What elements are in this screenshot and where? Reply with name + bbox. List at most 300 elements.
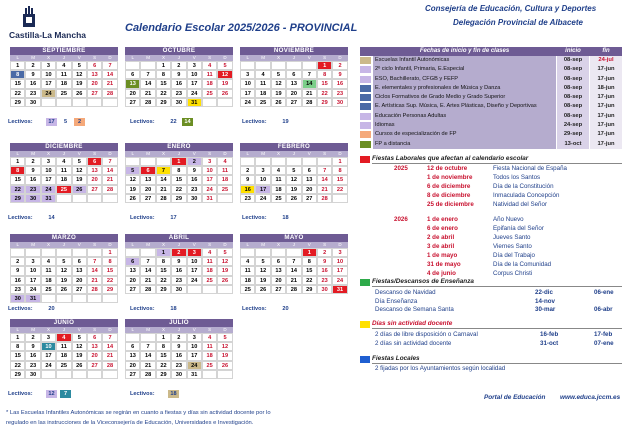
day-cell[interactable]: 8 bbox=[156, 257, 171, 266]
day-cell[interactable]: 19 bbox=[217, 79, 232, 88]
day-cell[interactable]: 15 bbox=[10, 351, 25, 360]
day-cell[interactable]: 21 bbox=[102, 175, 117, 184]
day-cell[interactable]: 26 bbox=[72, 89, 87, 98]
day-cell[interactable]: 23 bbox=[187, 185, 202, 194]
day-cell[interactable]: 15 bbox=[10, 175, 25, 184]
day-cell[interactable]: 14 bbox=[302, 79, 317, 88]
day-cell[interactable]: 3 bbox=[332, 248, 347, 257]
day-cell[interactable]: 10 bbox=[187, 257, 202, 266]
day-cell[interactable]: 1 bbox=[10, 333, 25, 342]
day-cell[interactable]: 22 bbox=[302, 276, 317, 285]
day-cell[interactable]: 30 bbox=[171, 285, 186, 294]
day-cell[interactable]: 14 bbox=[102, 70, 117, 79]
day-cell[interactable]: 20 bbox=[140, 185, 155, 194]
day-cell[interactable]: 4 bbox=[202, 61, 217, 70]
day-cell[interactable]: 15 bbox=[171, 175, 186, 184]
day-cell[interactable]: 15 bbox=[317, 79, 332, 88]
day-cell[interactable]: 9 bbox=[171, 257, 186, 266]
day-cell[interactable]: 24 bbox=[41, 185, 56, 194]
day-cell[interactable]: 5 bbox=[271, 70, 286, 79]
day-cell[interactable]: 19 bbox=[72, 175, 87, 184]
day-cell[interactable]: 8 bbox=[317, 70, 332, 79]
day-cell[interactable]: 27 bbox=[125, 285, 140, 294]
day-cell[interactable]: 10 bbox=[187, 342, 202, 351]
day-cell[interactable]: 20 bbox=[72, 276, 87, 285]
day-cell[interactable]: 10 bbox=[25, 266, 40, 275]
day-cell[interactable]: 9 bbox=[10, 266, 25, 275]
day-cell[interactable]: 14 bbox=[102, 166, 117, 175]
day-cell[interactable]: 17 bbox=[187, 266, 202, 275]
day-cell[interactable]: 25 bbox=[202, 361, 217, 370]
day-cell[interactable]: 6 bbox=[125, 70, 140, 79]
day-cell[interactable]: 24 bbox=[41, 361, 56, 370]
day-cell[interactable]: 16 bbox=[171, 79, 186, 88]
day-cell[interactable]: 26 bbox=[72, 185, 87, 194]
day-cell[interactable]: 1 bbox=[156, 248, 171, 257]
day-cell[interactable]: 4 bbox=[41, 257, 56, 266]
day-cell[interactable]: 1 bbox=[156, 333, 171, 342]
day-cell[interactable]: 11 bbox=[41, 266, 56, 275]
day-cell[interactable]: 5 bbox=[255, 257, 270, 266]
day-cell[interactable]: 8 bbox=[10, 342, 25, 351]
day-cell[interactable]: 24 bbox=[41, 89, 56, 98]
day-cell[interactable]: 22 bbox=[171, 185, 186, 194]
day-cell[interactable]: 3 bbox=[187, 61, 202, 70]
day-cell[interactable]: 15 bbox=[302, 266, 317, 275]
day-cell[interactable]: 9 bbox=[240, 175, 255, 184]
day-cell[interactable]: 11 bbox=[217, 166, 232, 175]
day-cell[interactable]: 21 bbox=[140, 89, 155, 98]
day-cell[interactable]: 12 bbox=[217, 257, 232, 266]
day-cell[interactable]: 27 bbox=[87, 185, 102, 194]
day-cell[interactable]: 27 bbox=[125, 370, 140, 379]
day-cell[interactable]: 31 bbox=[187, 370, 202, 379]
day-cell[interactable]: 14 bbox=[140, 266, 155, 275]
day-cell[interactable]: 8 bbox=[332, 166, 347, 175]
day-cell[interactable]: 21 bbox=[140, 361, 155, 370]
day-cell[interactable]: 24 bbox=[240, 98, 255, 107]
day-cell[interactable]: 19 bbox=[56, 276, 71, 285]
day-cell[interactable]: 27 bbox=[286, 98, 301, 107]
day-cell[interactable]: 17 bbox=[332, 266, 347, 275]
day-cell[interactable]: 11 bbox=[202, 342, 217, 351]
day-cell[interactable]: 12 bbox=[72, 70, 87, 79]
portal-url[interactable]: www.educa.jccm.es bbox=[560, 394, 621, 401]
day-cell[interactable]: 2 bbox=[171, 333, 186, 342]
day-cell[interactable]: 14 bbox=[87, 266, 102, 275]
day-cell[interactable]: 1 bbox=[10, 157, 25, 166]
day-cell[interactable]: 12 bbox=[217, 70, 232, 79]
day-cell[interactable]: 3 bbox=[187, 248, 202, 257]
day-cell[interactable]: 8 bbox=[156, 70, 171, 79]
day-cell[interactable]: 1 bbox=[332, 157, 347, 166]
day-cell[interactable]: 30 bbox=[25, 194, 40, 203]
day-cell[interactable]: 7 bbox=[317, 166, 332, 175]
day-cell[interactable]: 31 bbox=[41, 194, 56, 203]
day-cell[interactable]: 11 bbox=[56, 166, 71, 175]
day-cell[interactable]: 24 bbox=[202, 185, 217, 194]
day-cell[interactable]: 30 bbox=[25, 370, 40, 379]
day-cell[interactable]: 22 bbox=[332, 185, 347, 194]
day-cell[interactable]: 25 bbox=[56, 361, 71, 370]
day-cell[interactable]: 18 bbox=[240, 276, 255, 285]
day-cell[interactable]: 20 bbox=[125, 276, 140, 285]
day-cell[interactable]: 25 bbox=[56, 185, 71, 194]
day-cell[interactable]: 21 bbox=[102, 351, 117, 360]
day-cell[interactable]: 7 bbox=[140, 257, 155, 266]
day-cell[interactable]: 28 bbox=[102, 89, 117, 98]
day-cell[interactable]: 20 bbox=[87, 175, 102, 184]
day-cell[interactable]: 19 bbox=[217, 351, 232, 360]
day-cell[interactable]: 10 bbox=[187, 70, 202, 79]
day-cell[interactable]: 24 bbox=[187, 89, 202, 98]
day-cell[interactable]: 15 bbox=[102, 266, 117, 275]
day-cell[interactable]: 11 bbox=[56, 342, 71, 351]
day-cell[interactable]: 2 bbox=[317, 248, 332, 257]
day-cell[interactable]: 28 bbox=[102, 361, 117, 370]
day-cell[interactable]: 3 bbox=[41, 333, 56, 342]
day-cell[interactable]: 11 bbox=[255, 79, 270, 88]
day-cell[interactable]: 23 bbox=[171, 276, 186, 285]
day-cell[interactable]: 3 bbox=[187, 333, 202, 342]
day-cell[interactable]: 9 bbox=[171, 70, 186, 79]
day-cell[interactable]: 13 bbox=[302, 175, 317, 184]
day-cell[interactable]: 30 bbox=[317, 285, 332, 294]
day-cell[interactable]: 18 bbox=[217, 175, 232, 184]
day-cell[interactable]: 31 bbox=[187, 98, 202, 107]
day-cell[interactable]: 15 bbox=[332, 175, 347, 184]
day-cell[interactable]: 3 bbox=[41, 61, 56, 70]
day-cell[interactable]: 2 bbox=[332, 61, 347, 70]
day-cell[interactable]: 10 bbox=[255, 175, 270, 184]
day-cell[interactable]: 20 bbox=[125, 89, 140, 98]
day-cell[interactable]: 28 bbox=[102, 185, 117, 194]
day-cell[interactable]: 19 bbox=[217, 266, 232, 275]
day-cell[interactable]: 24 bbox=[187, 276, 202, 285]
day-cell[interactable]: 2 bbox=[25, 61, 40, 70]
day-cell[interactable]: 30 bbox=[25, 98, 40, 107]
day-cell[interactable]: 19 bbox=[255, 276, 270, 285]
day-cell[interactable]: 15 bbox=[156, 79, 171, 88]
day-cell[interactable]: 4 bbox=[56, 157, 71, 166]
day-cell[interactable]: 22 bbox=[10, 185, 25, 194]
day-cell[interactable]: 10 bbox=[41, 166, 56, 175]
day-cell[interactable]: 27 bbox=[140, 194, 155, 203]
day-cell[interactable]: 23 bbox=[25, 185, 40, 194]
day-cell[interactable]: 13 bbox=[271, 266, 286, 275]
day-cell[interactable]: 7 bbox=[102, 61, 117, 70]
day-cell[interactable]: 23 bbox=[171, 361, 186, 370]
day-cell[interactable]: 10 bbox=[41, 342, 56, 351]
day-cell[interactable]: 10 bbox=[240, 79, 255, 88]
day-cell[interactable]: 26 bbox=[217, 89, 232, 98]
day-cell[interactable]: 9 bbox=[332, 70, 347, 79]
day-cell[interactable]: 3 bbox=[255, 166, 270, 175]
day-cell[interactable]: 12 bbox=[255, 266, 270, 275]
day-cell[interactable]: 5 bbox=[125, 166, 140, 175]
day-cell[interactable]: 16 bbox=[332, 79, 347, 88]
day-cell[interactable]: 22 bbox=[10, 89, 25, 98]
day-cell[interactable]: 5 bbox=[217, 333, 232, 342]
day-cell[interactable]: 20 bbox=[302, 185, 317, 194]
day-cell[interactable]: 28 bbox=[140, 370, 155, 379]
day-cell[interactable]: 13 bbox=[286, 79, 301, 88]
day-cell[interactable]: 26 bbox=[217, 276, 232, 285]
day-cell[interactable]: 9 bbox=[317, 257, 332, 266]
day-cell[interactable]: 13 bbox=[125, 266, 140, 275]
day-cell[interactable]: 2 bbox=[25, 157, 40, 166]
day-cell[interactable]: 11 bbox=[202, 257, 217, 266]
day-cell[interactable]: 6 bbox=[302, 166, 317, 175]
day-cell[interactable]: 17 bbox=[187, 351, 202, 360]
day-cell[interactable]: 29 bbox=[102, 285, 117, 294]
day-cell[interactable]: 8 bbox=[10, 70, 25, 79]
day-cell[interactable]: 21 bbox=[317, 185, 332, 194]
day-cell[interactable]: 7 bbox=[87, 257, 102, 266]
day-cell[interactable]: 3 bbox=[41, 157, 56, 166]
day-cell[interactable]: 19 bbox=[271, 89, 286, 98]
day-cell[interactable]: 4 bbox=[240, 257, 255, 266]
day-cell[interactable]: 21 bbox=[140, 276, 155, 285]
day-cell[interactable]: 2 bbox=[171, 61, 186, 70]
day-cell[interactable]: 1 bbox=[302, 248, 317, 257]
day-cell[interactable]: 25 bbox=[240, 285, 255, 294]
day-cell[interactable]: 27 bbox=[87, 89, 102, 98]
day-cell[interactable]: 7 bbox=[286, 257, 301, 266]
day-cell[interactable]: 23 bbox=[317, 276, 332, 285]
day-cell[interactable]: 12 bbox=[125, 175, 140, 184]
day-cell[interactable]: 27 bbox=[302, 194, 317, 203]
day-cell[interactable]: 11 bbox=[56, 70, 71, 79]
day-cell[interactable]: 9 bbox=[25, 342, 40, 351]
day-cell[interactable]: 20 bbox=[271, 276, 286, 285]
day-cell[interactable]: 25 bbox=[56, 89, 71, 98]
day-cell[interactable]: 16 bbox=[317, 266, 332, 275]
day-cell[interactable]: 1 bbox=[10, 61, 25, 70]
day-cell[interactable]: 5 bbox=[217, 61, 232, 70]
day-cell[interactable]: 19 bbox=[286, 185, 301, 194]
day-cell[interactable]: 6 bbox=[87, 61, 102, 70]
day-cell[interactable]: 24 bbox=[25, 285, 40, 294]
day-cell[interactable]: 27 bbox=[271, 285, 286, 294]
day-cell[interactable]: 5 bbox=[72, 333, 87, 342]
day-cell[interactable]: 23 bbox=[25, 361, 40, 370]
day-cell[interactable]: 26 bbox=[125, 194, 140, 203]
day-cell[interactable]: 17 bbox=[240, 89, 255, 98]
day-cell[interactable]: 18 bbox=[56, 351, 71, 360]
day-cell[interactable]: 7 bbox=[140, 70, 155, 79]
day-cell[interactable]: 25 bbox=[202, 89, 217, 98]
day-cell[interactable]: 31 bbox=[202, 194, 217, 203]
day-cell[interactable]: 18 bbox=[255, 89, 270, 98]
day-cell[interactable]: 5 bbox=[72, 61, 87, 70]
day-cell[interactable]: 26 bbox=[217, 361, 232, 370]
day-cell[interactable]: 26 bbox=[56, 285, 71, 294]
day-cell[interactable]: 17 bbox=[25, 276, 40, 285]
day-cell[interactable]: 16 bbox=[25, 351, 40, 360]
day-cell[interactable]: 16 bbox=[187, 175, 202, 184]
day-cell[interactable]: 6 bbox=[125, 342, 140, 351]
day-cell[interactable]: 18 bbox=[202, 351, 217, 360]
day-cell[interactable]: 13 bbox=[87, 166, 102, 175]
day-cell[interactable]: 25 bbox=[271, 194, 286, 203]
day-cell[interactable]: 18 bbox=[202, 266, 217, 275]
day-cell[interactable]: 26 bbox=[271, 98, 286, 107]
day-cell[interactable]: 5 bbox=[56, 257, 71, 266]
day-cell[interactable]: 14 bbox=[286, 266, 301, 275]
day-cell[interactable]: 13 bbox=[87, 342, 102, 351]
day-cell[interactable]: 7 bbox=[102, 333, 117, 342]
day-cell[interactable]: 5 bbox=[72, 157, 87, 166]
day-cell[interactable]: 14 bbox=[102, 342, 117, 351]
day-cell[interactable]: 17 bbox=[41, 351, 56, 360]
day-cell[interactable]: 28 bbox=[140, 98, 155, 107]
day-cell[interactable]: 29 bbox=[171, 194, 186, 203]
day-cell[interactable]: 10 bbox=[41, 70, 56, 79]
day-cell[interactable]: 16 bbox=[171, 351, 186, 360]
day-cell[interactable]: 29 bbox=[156, 285, 171, 294]
day-cell[interactable]: 17 bbox=[202, 175, 217, 184]
day-cell[interactable]: 7 bbox=[140, 342, 155, 351]
day-cell[interactable]: 6 bbox=[271, 257, 286, 266]
day-cell[interactable]: 4 bbox=[56, 333, 71, 342]
day-cell[interactable]: 6 bbox=[125, 257, 140, 266]
day-cell[interactable]: 18 bbox=[202, 79, 217, 88]
day-cell[interactable]: 20 bbox=[87, 79, 102, 88]
day-cell[interactable]: 3 bbox=[202, 157, 217, 166]
day-cell[interactable]: 6 bbox=[87, 333, 102, 342]
day-cell[interactable]: 21 bbox=[286, 276, 301, 285]
day-cell[interactable]: 13 bbox=[87, 70, 102, 79]
day-cell[interactable]: 1 bbox=[102, 248, 117, 257]
day-cell[interactable]: 7 bbox=[302, 70, 317, 79]
day-cell[interactable]: 4 bbox=[271, 166, 286, 175]
day-cell[interactable]: 30 bbox=[10, 294, 25, 303]
day-cell[interactable]: 1 bbox=[171, 157, 186, 166]
day-cell[interactable]: 12 bbox=[72, 166, 87, 175]
day-cell[interactable]: 23 bbox=[10, 285, 25, 294]
day-cell[interactable]: 10 bbox=[332, 257, 347, 266]
day-cell[interactable]: 17 bbox=[41, 175, 56, 184]
day-cell[interactable]: 12 bbox=[56, 266, 71, 275]
day-cell[interactable]: 23 bbox=[25, 89, 40, 98]
day-cell[interactable]: 3 bbox=[240, 70, 255, 79]
day-cell[interactable]: 12 bbox=[286, 175, 301, 184]
day-cell[interactable]: 4 bbox=[202, 248, 217, 257]
day-cell[interactable]: 6 bbox=[87, 157, 102, 166]
day-cell[interactable]: 25 bbox=[255, 98, 270, 107]
day-cell[interactable]: 6 bbox=[140, 166, 155, 175]
day-cell[interactable]: 12 bbox=[72, 342, 87, 351]
day-cell[interactable]: 12 bbox=[271, 79, 286, 88]
day-cell[interactable]: 8 bbox=[302, 257, 317, 266]
day-cell[interactable]: 23 bbox=[332, 89, 347, 98]
day-cell[interactable]: 13 bbox=[125, 79, 140, 88]
day-cell[interactable]: 14 bbox=[317, 175, 332, 184]
day-cell[interactable]: 4 bbox=[255, 70, 270, 79]
day-cell[interactable]: 1 bbox=[317, 61, 332, 70]
day-cell[interactable]: 29 bbox=[156, 370, 171, 379]
day-cell[interactable]: 13 bbox=[140, 175, 155, 184]
day-cell[interactable]: 2 bbox=[25, 333, 40, 342]
day-cell[interactable]: 16 bbox=[25, 79, 40, 88]
day-cell[interactable]: 8 bbox=[171, 166, 186, 175]
day-cell[interactable]: 27 bbox=[72, 285, 87, 294]
day-cell[interactable]: 4 bbox=[56, 61, 71, 70]
day-cell[interactable]: 22 bbox=[10, 361, 25, 370]
day-cell[interactable]: 12 bbox=[217, 342, 232, 351]
day-cell[interactable]: 8 bbox=[102, 257, 117, 266]
day-cell[interactable]: 9 bbox=[25, 166, 40, 175]
day-cell[interactable]: 14 bbox=[156, 175, 171, 184]
day-cell[interactable]: 28 bbox=[156, 194, 171, 203]
day-cell[interactable]: 11 bbox=[271, 175, 286, 184]
day-cell[interactable]: 7 bbox=[102, 157, 117, 166]
day-cell[interactable]: 25 bbox=[217, 185, 232, 194]
day-cell[interactable]: 1 bbox=[156, 61, 171, 70]
day-cell[interactable]: 16 bbox=[171, 266, 186, 275]
day-cell[interactable]: 3 bbox=[25, 257, 40, 266]
day-cell[interactable]: 17 bbox=[255, 185, 270, 194]
day-cell[interactable]: 16 bbox=[240, 185, 255, 194]
day-cell[interactable]: 21 bbox=[102, 79, 117, 88]
day-cell[interactable]: 22 bbox=[156, 89, 171, 98]
day-cell[interactable]: 27 bbox=[125, 98, 140, 107]
day-cell[interactable]: 31 bbox=[25, 294, 40, 303]
day-cell[interactable]: 26 bbox=[255, 285, 270, 294]
day-cell[interactable]: 9 bbox=[187, 166, 202, 175]
day-cell[interactable]: 14 bbox=[140, 351, 155, 360]
day-cell[interactable]: 15 bbox=[156, 266, 171, 275]
day-cell[interactable]: 8 bbox=[156, 342, 171, 351]
day-cell[interactable]: 18 bbox=[41, 276, 56, 285]
day-cell[interactable]: 16 bbox=[25, 175, 40, 184]
day-cell[interactable]: 29 bbox=[10, 370, 25, 379]
day-cell[interactable]: 5 bbox=[217, 248, 232, 257]
day-cell[interactable]: 19 bbox=[72, 351, 87, 360]
day-cell[interactable]: 20 bbox=[87, 351, 102, 360]
day-cell[interactable]: 9 bbox=[171, 342, 186, 351]
day-cell[interactable]: 20 bbox=[125, 361, 140, 370]
day-cell[interactable]: 28 bbox=[317, 194, 332, 203]
day-cell[interactable]: 30 bbox=[332, 98, 347, 107]
day-cell[interactable]: 10 bbox=[202, 166, 217, 175]
day-cell[interactable]: 27 bbox=[87, 361, 102, 370]
day-cell[interactable]: 26 bbox=[72, 361, 87, 370]
day-cell[interactable]: 11 bbox=[202, 70, 217, 79]
day-cell[interactable]: 28 bbox=[87, 285, 102, 294]
day-cell[interactable]: 18 bbox=[56, 175, 71, 184]
day-cell[interactable]: 17 bbox=[41, 79, 56, 88]
day-cell[interactable]: 13 bbox=[125, 351, 140, 360]
day-cell[interactable]: 22 bbox=[156, 361, 171, 370]
day-cell[interactable]: 23 bbox=[240, 194, 255, 203]
day-cell[interactable]: 28 bbox=[286, 285, 301, 294]
day-cell[interactable]: 19 bbox=[72, 79, 87, 88]
day-cell[interactable]: 24 bbox=[187, 361, 202, 370]
day-cell[interactable]: 28 bbox=[302, 98, 317, 107]
day-cell[interactable]: 18 bbox=[56, 79, 71, 88]
day-cell[interactable]: 25 bbox=[41, 285, 56, 294]
day-cell[interactable]: 2 bbox=[171, 248, 186, 257]
day-cell[interactable]: 29 bbox=[10, 194, 25, 203]
day-cell[interactable]: 19 bbox=[125, 185, 140, 194]
day-cell[interactable]: 17 bbox=[187, 79, 202, 88]
day-cell[interactable]: 7 bbox=[156, 166, 171, 175]
day-cell[interactable]: 21 bbox=[156, 185, 171, 194]
day-cell[interactable]: 20 bbox=[286, 89, 301, 98]
day-cell[interactable]: 31 bbox=[332, 285, 347, 294]
